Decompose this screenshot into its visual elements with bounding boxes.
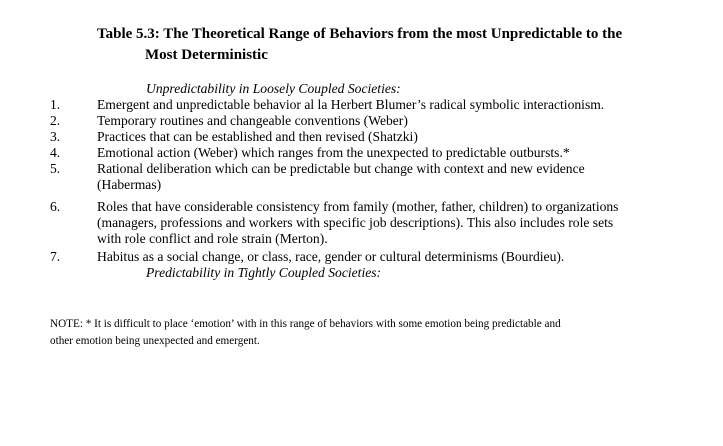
list-item-line: (managers, professions and workers with specific job descriptions). This also includes role sets [97, 215, 614, 230]
list-item-number: 3. [50, 129, 61, 144]
list-item-text [97, 129, 667, 145]
list-item-text [97, 145, 667, 161]
note-line: other emotion being unexpected and emergent. [50, 335, 260, 347]
table-note [50, 316, 690, 350]
list-item-number: 7. [50, 249, 61, 264]
list-item-number: 6. [50, 199, 61, 214]
list-item-number: 4. [50, 145, 61, 160]
list-item-line: (Habermas) [97, 177, 162, 192]
unpredictability-heading: Unpredictability in Loosely Coupled Societies: [146, 81, 401, 96]
list-item-line: Roles that have considerable consistency from family (mother, father, children) to organizations [97, 199, 619, 214]
list-item-line: Emotional action (Weber) which ranges from the unexpected to predictable outbursts.* [97, 145, 570, 160]
list-item-line: Rational deliberation which can be predictable but change with context and new evidence [97, 161, 585, 176]
list-item-number: 1. [50, 97, 61, 112]
list-item-text [97, 249, 667, 265]
list-item-text [97, 199, 667, 247]
table-title-line-2: Most Deterministic [145, 47, 268, 63]
list-item-number: 5. [50, 161, 61, 176]
list-item-line: Emergent and unpredictable behavior al la Herbert Blumer’s radical symbolic interactionism. [97, 97, 605, 112]
list-item-text [97, 97, 667, 113]
list-item-line: with role conflict and role strain (Merton). [97, 231, 328, 246]
list-item-line: Practices that can be established and then revised (Shatzki) [97, 129, 418, 144]
table-title-line-1: Table 5.3: The Theoretical Range of Behaviors from the most Unpredictable to the [97, 26, 623, 42]
note-line: NOTE: * It is difficult to place ‘emotion’ with in this range of behaviors with some emotion being predictable and [50, 318, 561, 330]
list-item-line: Temporary routines and changeable conventions (Weber) [97, 113, 408, 128]
list-item-number: 2. [50, 113, 61, 128]
predictability-heading: Predictability in Tightly Coupled Societies: [146, 265, 382, 280]
list-item-line: Habitus as a social change, or class, race, gender or cultural determinisms (Bourdieu). [97, 249, 565, 264]
list-item-text [97, 113, 667, 129]
list-item-text [97, 161, 667, 193]
